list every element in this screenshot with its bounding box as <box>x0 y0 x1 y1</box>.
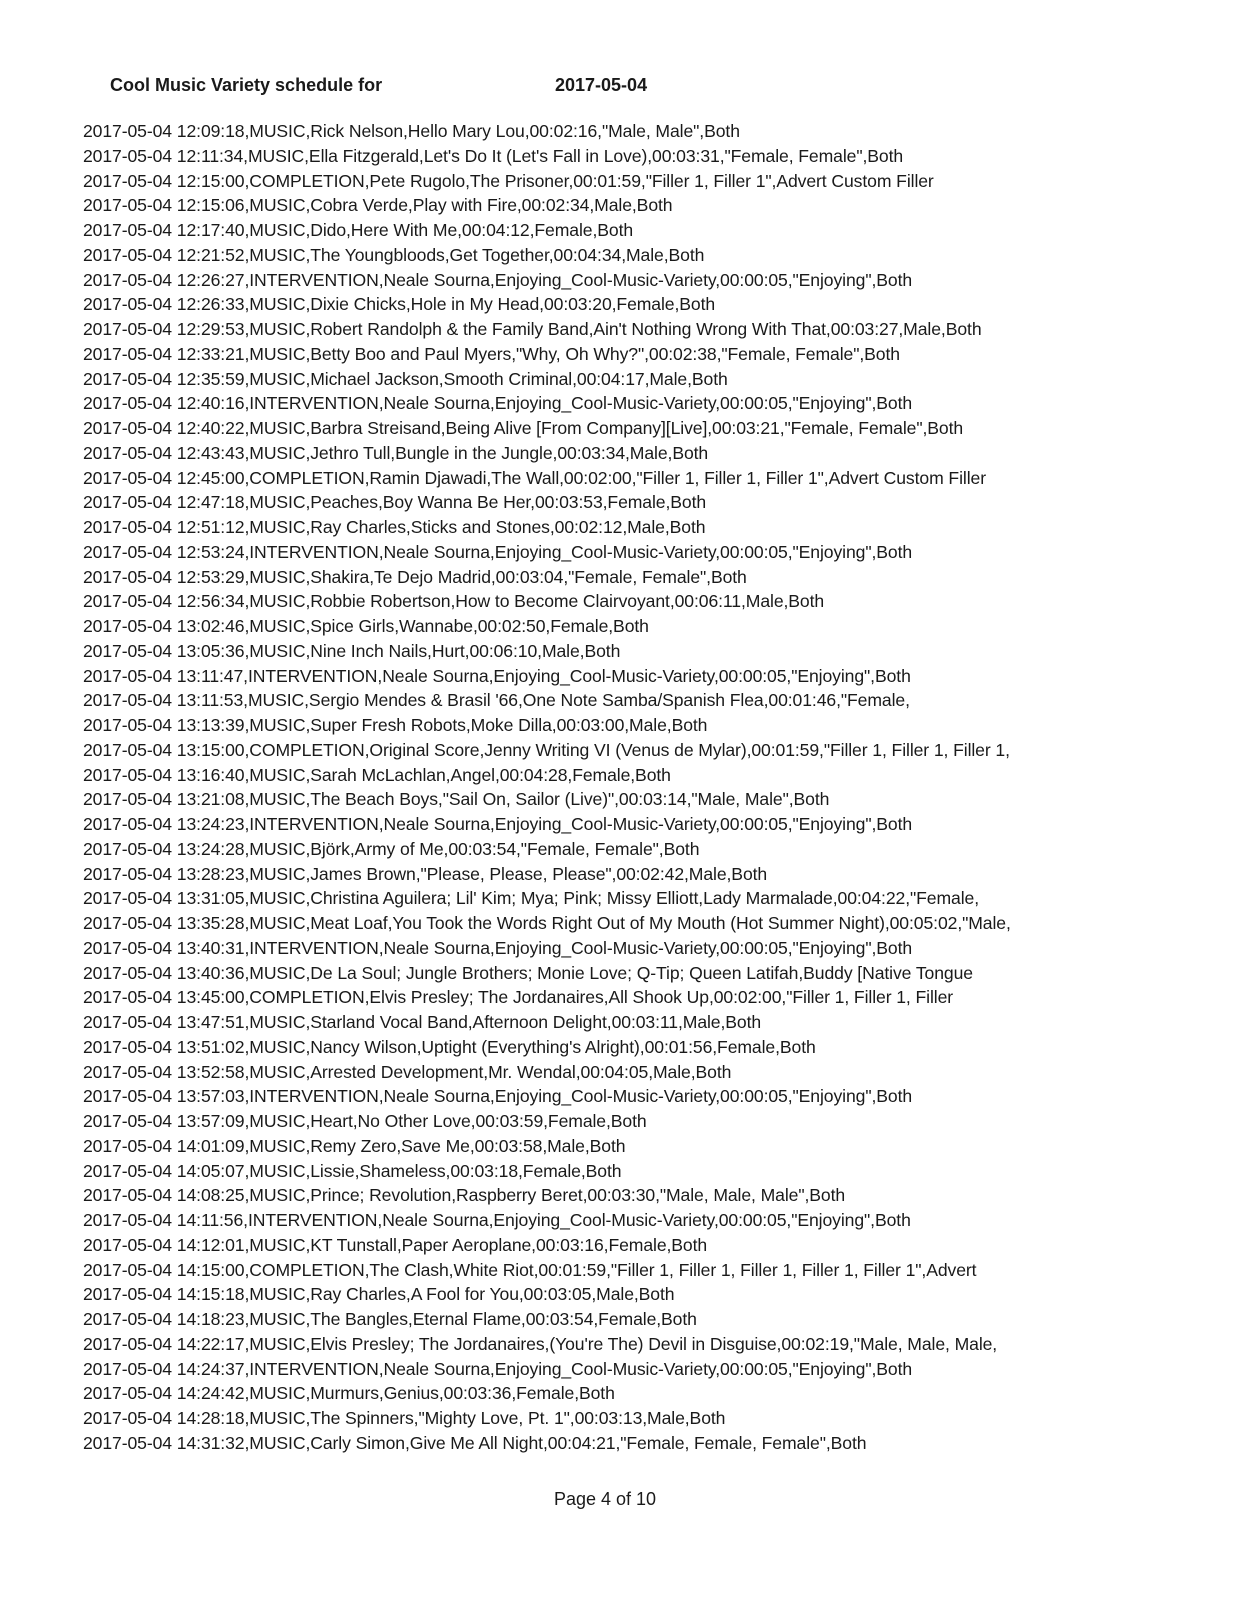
schedule-entry: 2017-05-04 13:40:31,INTERVENTION,Neale Sourna,Enjoying_Cool-Music-Variety,00:00:05,"Enjoying",Both <box>83 937 913 958</box>
schedule-entry: 2017-05-04 14:11:56,INTERVENTION,Neale Sourna,Enjoying_Cool-Music-Variety,00:00:05,"Enjoying",Both <box>83 1210 911 1230</box>
schedule-entry: 2017-05-04 12:35:59,MUSIC,Michael Jackson,Smooth Criminal,00:04:17,Male,Both <box>83 368 728 389</box>
schedule-entry: 2017-05-04 13:05:36,MUSIC,Nine Inch Nails,Hurt,00:06:10,Male,Both <box>83 640 621 661</box>
schedule-entry: 2017-05-04 14:18:23,MUSIC,The Bangles,Eternal Flame,00:03:54,Female,Both <box>83 1309 697 1329</box>
schedule-entry: 2017-05-04 14:22:17,MUSIC,Elvis Presley; The Jordanaires,(You're The) Devil in Disguise,00:02:19,"Male, Male, Male, <box>83 1333 998 1354</box>
schedule-entry: 2017-05-04 12:15:06,MUSIC,Cobra Verde,Play with Fire,00:02:34,Male,Both <box>83 195 673 216</box>
schedule-entry: 2017-05-04 13:31:05,MUSIC,Christina Aguilera; Lil' Kim; Mya; Pink; Missy Elliott,Lady Marmalade,00:04:22,"Female, <box>83 888 979 909</box>
schedule-entry: 2017-05-04 13:11:53,MUSIC,Sergio Mendes & Brasil '66,One Note Samba/Spanish Flea,00:01:46,"Female, <box>83 690 910 711</box>
schedule-entry: 2017-05-04 13:47:51,MUSIC,Starland Vocal Band,Afternoon Delight,00:03:11,Male,Both <box>83 1012 762 1032</box>
schedule-entry: 2017-05-04 13:35:28,MUSIC,Meat Loaf,You Took the Words Right Out of My Mouth (Hot Summer Night),00:05:02,"Male, <box>83 913 1011 933</box>
schedule-entry: 2017-05-04 14:12:01,MUSIC,KT Tunstall,Paper Aeroplane,00:03:16,Female,Both <box>83 1234 708 1255</box>
schedule-entry: 2017-05-04 12:29:53,MUSIC,Robert Randolph & the Family Band,Ain't Nothing Wrong With That,00:03:27,Male,Both <box>83 319 982 339</box>
page-number: Page 4 of 10 <box>553 1489 657 1509</box>
schedule-entry: 2017-05-04 12:53:29,MUSIC,Shakira,Te Dejo Madrid,00:03:04,"Female, Female",Both <box>83 566 747 587</box>
schedule-entry: 2017-05-04 14:31:32,MUSIC,Carly Simon,Give Me All Night,00:04:21,"Female, Female, Female",Both <box>83 1432 867 1453</box>
schedule-entry: 2017-05-04 12:15:00,COMPLETION,Pete Rugolo,The Prisoner,00:01:59,"Filler 1, Filler 1",Advert Custom Filler <box>83 170 934 191</box>
schedule-entry: 2017-05-04 13:40:36,MUSIC,De La Soul; Jungle Brothers; Monie Love; Q-Tip; Queen Latifah,Buddy [Native Tongue <box>83 962 973 983</box>
schedule-entry: 2017-05-04 13:52:58,MUSIC,Arrested Development,Mr. Wendal,00:04:05,Male,Both <box>83 1061 732 1082</box>
schedule-entry: 2017-05-04 14:24:37,INTERVENTION,Neale Sourna,Enjoying_Cool-Music-Variety,00:00:05,"Enjoying",Both <box>83 1358 913 1379</box>
schedule-entry: 2017-05-04 14:28:18,MUSIC,The Spinners,"Mighty Love, Pt. 1",00:03:13,Male,Both <box>83 1408 726 1428</box>
schedule-entry: 2017-05-04 14:01:09,MUSIC,Remy Zero,Save Me,00:03:58,Male,Both <box>83 1135 626 1156</box>
schedule-entry: 2017-05-04 13:11:47,INTERVENTION,Neale Sourna,Enjoying_Cool-Music-Variety,00:00:05,"Enjoying",Both <box>83 665 911 686</box>
schedule-entry: 2017-05-04 12:43:43,MUSIC,Jethro Tull,Bungle in the Jungle,00:03:34,Male,Both <box>83 442 709 463</box>
schedule-entry: 2017-05-04 14:15:18,MUSIC,Ray Charles,A Fool for You,00:03:05,Male,Both <box>83 1284 675 1305</box>
schedule-entry: 2017-05-04 13:02:46,MUSIC,Spice Girls,Wannabe,00:02:50,Female,Both <box>83 616 649 636</box>
schedule-entry: 2017-05-04 13:16:40,MUSIC,Sarah McLachlan,Angel,00:04:28,Female,Both <box>83 764 671 785</box>
schedule-entry: 2017-05-04 14:08:25,MUSIC,Prince; Revolution,Raspberry Beret,00:03:30,"Male, Male, Male",Both <box>83 1185 846 1206</box>
schedule-date: 2017-05-04 <box>555 75 648 95</box>
schedule-title: Cool Music Variety schedule for <box>110 75 383 95</box>
schedule-entry: 2017-05-04 13:15:00,COMPLETION,Original Score,Jenny Writing VI (Venus de Mylar),00:01:59,"Filler 1, Filler 1, Filler 1, <box>83 739 1010 760</box>
schedule-entry: 2017-05-04 12:21:52,MUSIC,The Youngbloods,Get Together,00:04:34,Male,Both <box>83 244 705 265</box>
schedule-entry: 2017-05-04 13:45:00,COMPLETION,Elvis Presley; The Jordanaires,All Shook Up,00:02:00,"Filler 1, Filler 1, Filler <box>83 987 954 1008</box>
page-header <box>110 73 810 97</box>
schedule-entry: 2017-05-04 12:47:18,MUSIC,Peaches,Boy Wanna Be Her,00:03:53,Female,Both <box>83 492 707 513</box>
schedule-entry: 2017-05-04 12:45:00,COMPLETION,Ramin Djawadi,The Wall,00:02:00,"Filler 1, Filler 1, Filler 1",Advert Custom Filler <box>83 467 986 488</box>
schedule-entry: 2017-05-04 14:05:07,MUSIC,Lissie,Shameless,00:03:18,Female,Both <box>83 1160 622 1181</box>
schedule-entry: 2017-05-04 12:17:40,MUSIC,Dido,Here With Me,00:04:12,Female,Both <box>83 220 634 240</box>
schedule-entry: 2017-05-04 14:15:00,COMPLETION,The Clash,White Riot,00:01:59,"Filler 1, Filler 1, Filler 1, Filler 1, Filler 1",Advert <box>83 1259 977 1280</box>
schedule-entry: 2017-05-04 13:24:23,INTERVENTION,Neale Sourna,Enjoying_Cool-Music-Variety,00:00:05,"Enjoying",Both <box>83 814 913 834</box>
schedule-entry: 2017-05-04 13:28:23,MUSIC,James Brown,"Please, Please, Please",00:02:42,Male,Both <box>83 863 768 884</box>
schedule-entry: 2017-05-04 13:21:08,MUSIC,The Beach Boys,"Sail On, Sailor (Live)",00:03:14,"Male, Male",Both <box>83 789 830 810</box>
schedule-entry: 2017-05-04 12:40:22,MUSIC,Barbra Streisand,Being Alive [From Company][Live],00:03:21,"Female, Female",Both <box>83 418 964 438</box>
schedule-entry: 2017-05-04 13:57:09,MUSIC,Heart,No Other Love,00:03:59,Female,Both <box>83 1111 647 1131</box>
schedule-entry: 2017-05-04 12:40:16,INTERVENTION,Neale Sourna,Enjoying_Cool-Music-Variety,00:00:05,"Enjoying",Both <box>83 393 913 414</box>
schedule-entry: 2017-05-04 12:56:34,MUSIC,Robbie Robertson,How to Become Clairvoyant,00:06:11,Male,Both <box>83 591 825 612</box>
schedule-entry: 2017-05-04 13:57:03,INTERVENTION,Neale Sourna,Enjoying_Cool-Music-Variety,00:00:05,"Enjoying",Both <box>83 1086 913 1107</box>
schedule-entry: 2017-05-04 12:26:27,INTERVENTION,Neale Sourna,Enjoying_Cool-Music-Variety,00:00:05,"Enjoying",Both <box>83 269 913 290</box>
schedule-entry: 2017-05-04 12:33:21,MUSIC,Betty Boo and Paul Myers,"Why, Oh Why?",00:02:38,"Female, Female",Both <box>83 343 900 364</box>
schedule-list <box>83 119 1223 1456</box>
schedule-entry: 2017-05-04 14:24:42,MUSIC,Murmurs,Genius,00:03:36,Female,Both <box>83 1383 615 1404</box>
schedule-entry: 2017-05-04 13:51:02,MUSIC,Nancy Wilson,Uptight (Everything's Alright),00:01:56,Female,Both <box>83 1036 816 1057</box>
schedule-entry: 2017-05-04 13:24:28,MUSIC,Björk,Army of Me,00:03:54,"Female, Female",Both <box>83 838 700 859</box>
schedule-entry: 2017-05-04 12:11:34,MUSIC,Ella Fitzgerald,Let's Do It (Let's Fall in Love),00:03:31,"Female, Female",Both <box>83 145 904 166</box>
schedule-entry: 2017-05-04 12:51:12,MUSIC,Ray Charles,Sticks and Stones,00:02:12,Male,Both <box>83 517 706 537</box>
schedule-entry: 2017-05-04 13:13:39,MUSIC,Super Fresh Robots,Moke Dilla,00:03:00,Male,Both <box>83 715 708 735</box>
schedule-entry: 2017-05-04 12:09:18,MUSIC,Rick Nelson,Hello Mary Lou,00:02:16,"Male, Male",Both <box>83 121 740 141</box>
schedule-entry: 2017-05-04 12:26:33,MUSIC,Dixie Chicks,Hole in My Head,00:03:20,Female,Both <box>83 294 716 315</box>
schedule-entry: 2017-05-04 12:53:24,INTERVENTION,Neale Sourna,Enjoying_Cool-Music-Variety,00:00:05,"Enjoying",Both <box>83 541 913 562</box>
